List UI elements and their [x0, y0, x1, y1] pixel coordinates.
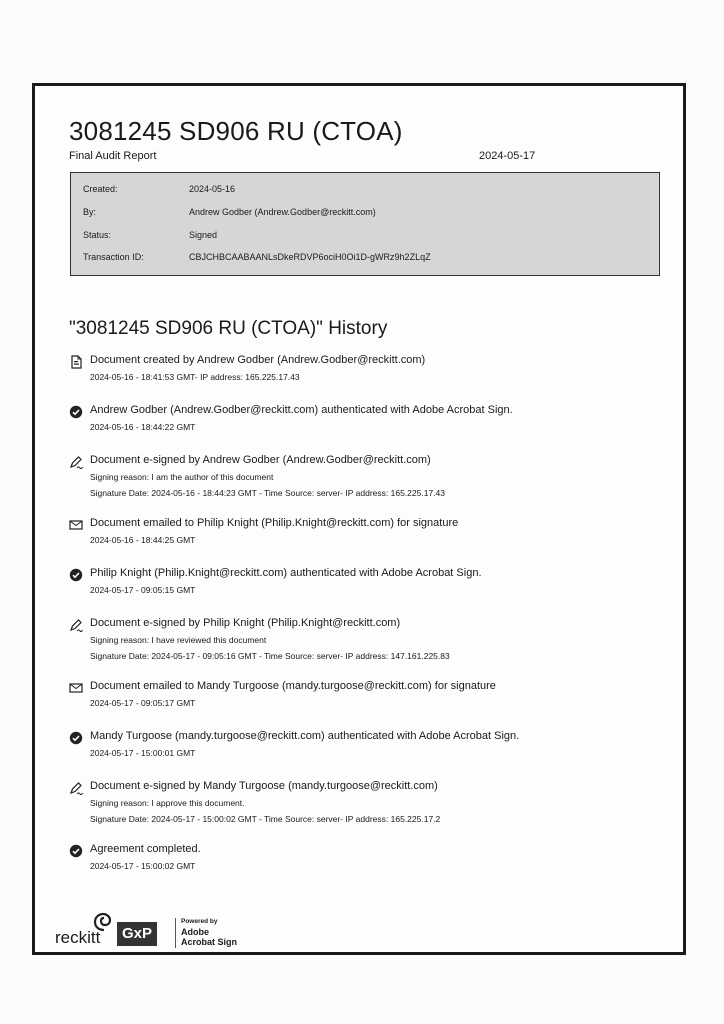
footer-logos [53, 912, 253, 952]
history-title: "3081245 SD906 RU (CTOA)" History [69, 318, 388, 339]
event-description: Document emailed to Philip Knight (Philip.Knight@reckitt.com) for signature [90, 517, 459, 529]
event-description: Document created by Andrew Godber (Andrew.Godber@reckitt.com) [90, 354, 426, 366]
event-detail: 2024-05-16 - 18:41:53 GMT- IP address: 165.225.17.43 [90, 372, 300, 382]
event-description: Andrew Godber (Andrew.Godber@reckitt.com) authenticated with Adobe Acrobat Sign. [90, 404, 513, 416]
event-detail: 2024-05-17 - 15:00:01 GMT [90, 748, 196, 758]
event-description: Document e-signed by Mandy Turgoose (mandy.turgoose@reckitt.com) [90, 780, 438, 792]
event-description: Document e-signed by Philip Knight (Philip.Knight@reckitt.com) [90, 617, 401, 629]
email-icon [69, 681, 83, 695]
event-detail: Signing reason: I approve this document. [90, 798, 245, 808]
report-title: 3081245 SD906 RU (CTOA) [69, 116, 403, 146]
event-detail: Signing reason: I have reviewed this document [90, 635, 267, 645]
adobe-label: Adobe [181, 927, 209, 937]
event-detail: Signature Date: 2024-05-17 - 09:05:16 GMT - Time Source: server- IP address: 147.161.225.83 [90, 651, 450, 661]
transaction-summary-box [70, 172, 660, 276]
check-circle-icon [69, 568, 83, 582]
reckitt-logo: reckitt [55, 928, 101, 947]
meta-value: CBJCHBCAABAANLsDkeRDVP6ociH0Oi1D-gWRz9h2ZLqZ [189, 252, 431, 262]
event-description: Document e-signed by Andrew Godber (Andrew.Godber@reckitt.com) [90, 454, 431, 466]
pen-signed-icon [69, 455, 83, 469]
check-circle-icon [69, 844, 83, 858]
event-detail: 2024-05-16 - 18:44:25 GMT [90, 535, 196, 545]
report-subtitle: Final Audit Report [69, 150, 157, 162]
meta-key: Status: [83, 230, 112, 240]
logo-divider [175, 918, 176, 948]
meta-value: Andrew Godber (Andrew.Godber@reckitt.com) [189, 207, 376, 217]
meta-key: Created: [83, 184, 118, 194]
event-detail: 2024-05-17 - 09:05:17 GMT [90, 698, 196, 708]
meta-value: 2024-05-16 [189, 184, 236, 194]
report-date: 2024-05-17 [479, 150, 536, 162]
email-icon [69, 518, 83, 532]
meta-key: Transaction ID: [83, 252, 144, 262]
gxp-badge: GxP [117, 922, 157, 946]
event-detail: 2024-05-17 - 09:05:15 GMT [90, 585, 196, 595]
event-detail: Signature Date: 2024-05-16 - 18:44:23 GMT - Time Source: server- IP address: 165.225.17.43 [90, 488, 445, 498]
event-detail: 2024-05-17 - 15:00:02 GMT [90, 861, 196, 871]
event-detail: Signing reason: I am the author of this document [90, 472, 274, 482]
powered-by-label: Powered by [181, 918, 218, 925]
document-created-icon [69, 355, 83, 369]
pen-signed-icon [69, 781, 83, 795]
audit-report-page [32, 83, 686, 955]
event-description: Document emailed to Mandy Turgoose (mandy.turgoose@reckitt.com) for signature [90, 680, 496, 692]
meta-value: Signed [189, 230, 218, 240]
event-description: Philip Knight (Philip.Knight@reckitt.com) authenticated with Adobe Acrobat Sign. [90, 567, 482, 579]
meta-key: By: [83, 207, 97, 217]
pen-signed-icon [69, 618, 83, 632]
check-circle-icon [69, 405, 83, 419]
acrobat-sign-label: Acrobat Sign [181, 937, 238, 947]
event-detail: Signature Date: 2024-05-17 - 15:00:02 GMT - Time Source: server- IP address: 165.225.17.2 [90, 814, 441, 824]
check-circle-icon [69, 731, 83, 745]
event-description: Agreement completed. [90, 843, 201, 855]
event-detail: 2024-05-16 - 18:44:22 GMT [90, 422, 196, 432]
event-description: Mandy Turgoose (mandy.turgoose@reckitt.com) authenticated with Adobe Acrobat Sign. [90, 730, 520, 742]
